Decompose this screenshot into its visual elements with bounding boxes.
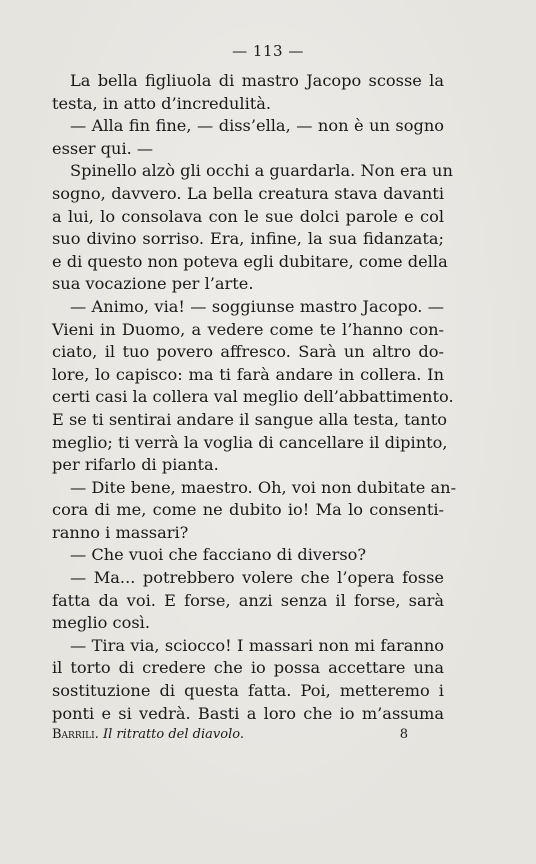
text-line: E se ti sentirai andare il sangue alla testa, tanto xyxy=(52,409,447,429)
text-line: La bella figliuola di mastro Jacopo scosse la xyxy=(70,71,444,90)
text-line: — Ma... potrebbero volere che l’opera fosse xyxy=(70,568,444,588)
text-line: ranno i massari? xyxy=(52,522,189,542)
signature-line xyxy=(52,727,408,742)
page-number: — 113 — xyxy=(232,42,304,60)
text-line: sogno, davvero. La bella creatura stava davanti xyxy=(52,183,444,203)
text-line: cora di me, come ne dubito io! Ma lo consenti- xyxy=(52,500,444,520)
signature-author: Barrili. xyxy=(52,727,99,742)
text-line: suo divino sorriso. Era, infine, la sua fidanzata; xyxy=(52,229,444,249)
text-line: ciato, il tuo povero affresco. Sarà un altro do- xyxy=(52,342,444,362)
text-line: lore, lo capisco: ma ti farà andare in collera. In xyxy=(52,364,444,384)
text-line: ponti e si vedrà. Basti a loro che io m’assuma xyxy=(52,703,444,723)
text-line: il torto di credere che io possa accettare una xyxy=(52,658,444,678)
text-line: meglio così. xyxy=(52,613,150,633)
text-line: sostituzione di questa fatta. Poi, metteremo i xyxy=(52,681,444,701)
text-line: e di questo non poteva egli dubitare, come della xyxy=(52,251,448,271)
text-line: sua vocazione per l’arte. xyxy=(52,274,254,294)
text-line: Vieni in Duomo, a vedere come te l’hanno con- xyxy=(52,319,444,339)
text-line: Spinello alzò gli occhi a guardarla. Non era un xyxy=(70,161,453,181)
body-text xyxy=(52,70,457,725)
text-line: — Alla fin fine, — diss’ella, — non è un sogno xyxy=(70,116,444,136)
text-line: testa, in atto d’incredulità. xyxy=(52,93,272,113)
text-line: — Animo, via! — soggiunse mastro Jacopo. — xyxy=(70,296,444,316)
signature-number: 8 xyxy=(399,727,408,742)
text-line: per rifarlo di pianta. xyxy=(52,455,219,475)
text-line: a lui, lo consolava con le sue dolci parole e col xyxy=(52,206,444,226)
text-line: — Dite bene, maestro. Oh, voi non dubitate an- xyxy=(70,477,457,497)
text-line: — Tira via, sciocco! I massari non mi faranno xyxy=(70,635,444,655)
text-line: certi casi la collera val meglio dell’abbattimento. xyxy=(52,387,454,407)
text-line: esser qui. — xyxy=(52,138,154,158)
text-line: fatta da voi. E forse, anzi senza il forse, sarà xyxy=(52,590,444,610)
signature-title: Il ritratto del diavolo. xyxy=(102,727,244,742)
text-line: meglio; ti verrà la voglia di cancellare il dipinto, xyxy=(52,432,448,452)
text-line: — Che vuoi che facciano di diverso? xyxy=(70,545,367,565)
